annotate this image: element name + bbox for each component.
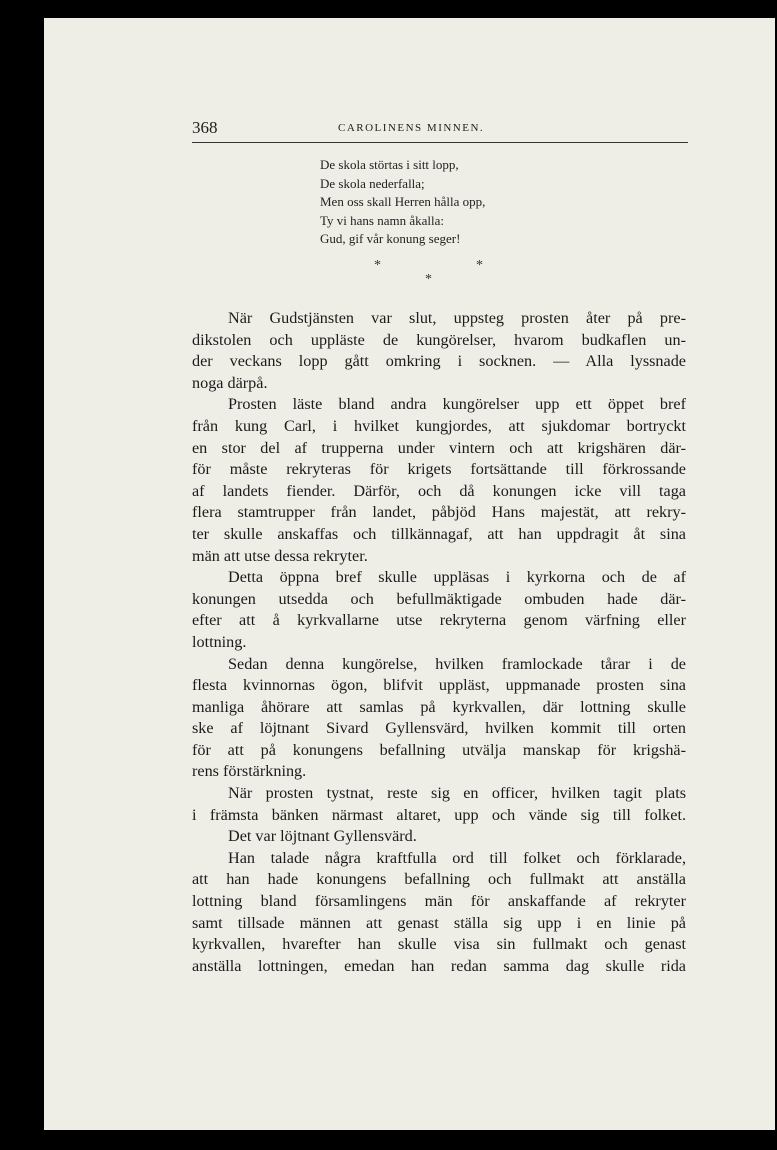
- text-line: dikstolen och uppläste de kungörelser, hvarom budkaflen un-: [192, 330, 686, 349]
- running-title: CAROLINENS MINNEN.: [338, 122, 485, 134]
- text-line: anställa lottningen, emedan han redan samma dag skulle rida: [192, 956, 686, 975]
- text-line: lottning.: [192, 632, 247, 651]
- header-rule: [192, 142, 688, 143]
- text-line: från kung Carl, i hvilket kungjordes, att sjukdomar bortryckt: [192, 416, 686, 435]
- text-line: noga därpå.: [192, 373, 268, 392]
- text-line: rens förstärkning.: [192, 762, 307, 781]
- text-line: efter att å kyrkvallarne utse rekryterna genom värfning eller: [192, 611, 686, 630]
- text-line: i främsta bänken närmast altaret, upp och vände sig till folket.: [192, 805, 686, 824]
- text-line: När prosten tystnat, reste sig en officer, hvilken tagit plats: [228, 784, 686, 803]
- poem-line: Gud, gif vår konung seger!: [320, 231, 461, 246]
- text-line: Prosten läste bland andra kungörelser upp ett öppet bref: [228, 395, 686, 414]
- text-line: för att på konungens befallning utvälja manskap för krigshä-: [192, 740, 686, 759]
- asterisk: *: [476, 258, 483, 273]
- text-line: När Gudstjänsten var slut, uppsteg prosten åter på pre-: [228, 309, 686, 327]
- text-line: Han talade några kraftfulla ord till folket och förklarade,: [228, 848, 686, 867]
- text-line: kyrkvallen, hvarefter han skulle visa sin fullmakt och genast: [192, 935, 686, 954]
- book-page: [44, 18, 775, 1130]
- text-line: män att utse dessa rekryter.: [192, 546, 368, 565]
- text-line: Detta öppna bref skulle uppläsas i kyrkorna och de af: [228, 568, 686, 587]
- text-line: manliga åhörare att samlas på kyrkvallen, där lottning skulle: [192, 697, 686, 716]
- text-line: flera stamtrupper från landet, påbjöd Hans majestät, att rekry-: [192, 503, 686, 522]
- poem-line: De skola störtas i sitt lopp,: [320, 157, 459, 172]
- asterisk: *: [425, 272, 432, 287]
- poem-line: De skola nederfalla;: [320, 175, 425, 191]
- text-line: för måste rekryteras för krigets fortsättande till förkrossande: [192, 460, 686, 479]
- section-break-asterism: [374, 258, 494, 294]
- page-number: 368: [192, 118, 218, 137]
- body-text: [192, 308, 686, 977]
- text-line: att han hade konungens befallning och fullmakt att anställa: [192, 870, 686, 889]
- text-line: samt tillsade männen att genast ställa sig upp i en linie på: [192, 913, 686, 932]
- poem-line: Men oss skall Herren hålla opp,: [320, 194, 486, 209]
- text-line: lottning bland församlingens män för anskaffande af rekryter: [192, 892, 686, 911]
- text-line: en stor del af trupperna under vintern och att krigshären där-: [192, 438, 686, 457]
- text-line: der veckans lopp gått omkring i socknen. — Alla lyssnade: [192, 352, 686, 371]
- text-line: konungen utsedda och befullmäktigade ombuden hade där-: [192, 589, 686, 608]
- poem-stanza: [320, 156, 680, 249]
- text-line: ter skulle anskaffas och tillkännagaf, att han uppdragit åt sina: [192, 524, 686, 543]
- text-line: ske af löjtnant Sivard Gyllensvärd, hvilken kommit till orten: [192, 719, 686, 738]
- asterisk: *: [374, 258, 381, 273]
- text-line: Sedan denna kungörelse, hvilken framlockade tårar i de: [228, 654, 686, 673]
- poem-line: Ty vi hans namn åkalla:: [320, 212, 445, 228]
- text-line: flesta kvinnornas ögon, blifvit uppläst, uppmanade prosten sina: [192, 676, 686, 695]
- text-line: af landets fiender. Därför, och då konungen icke vill taga: [192, 481, 686, 500]
- text-line: Det var löjtnant Gyllensvärd.: [228, 827, 417, 846]
